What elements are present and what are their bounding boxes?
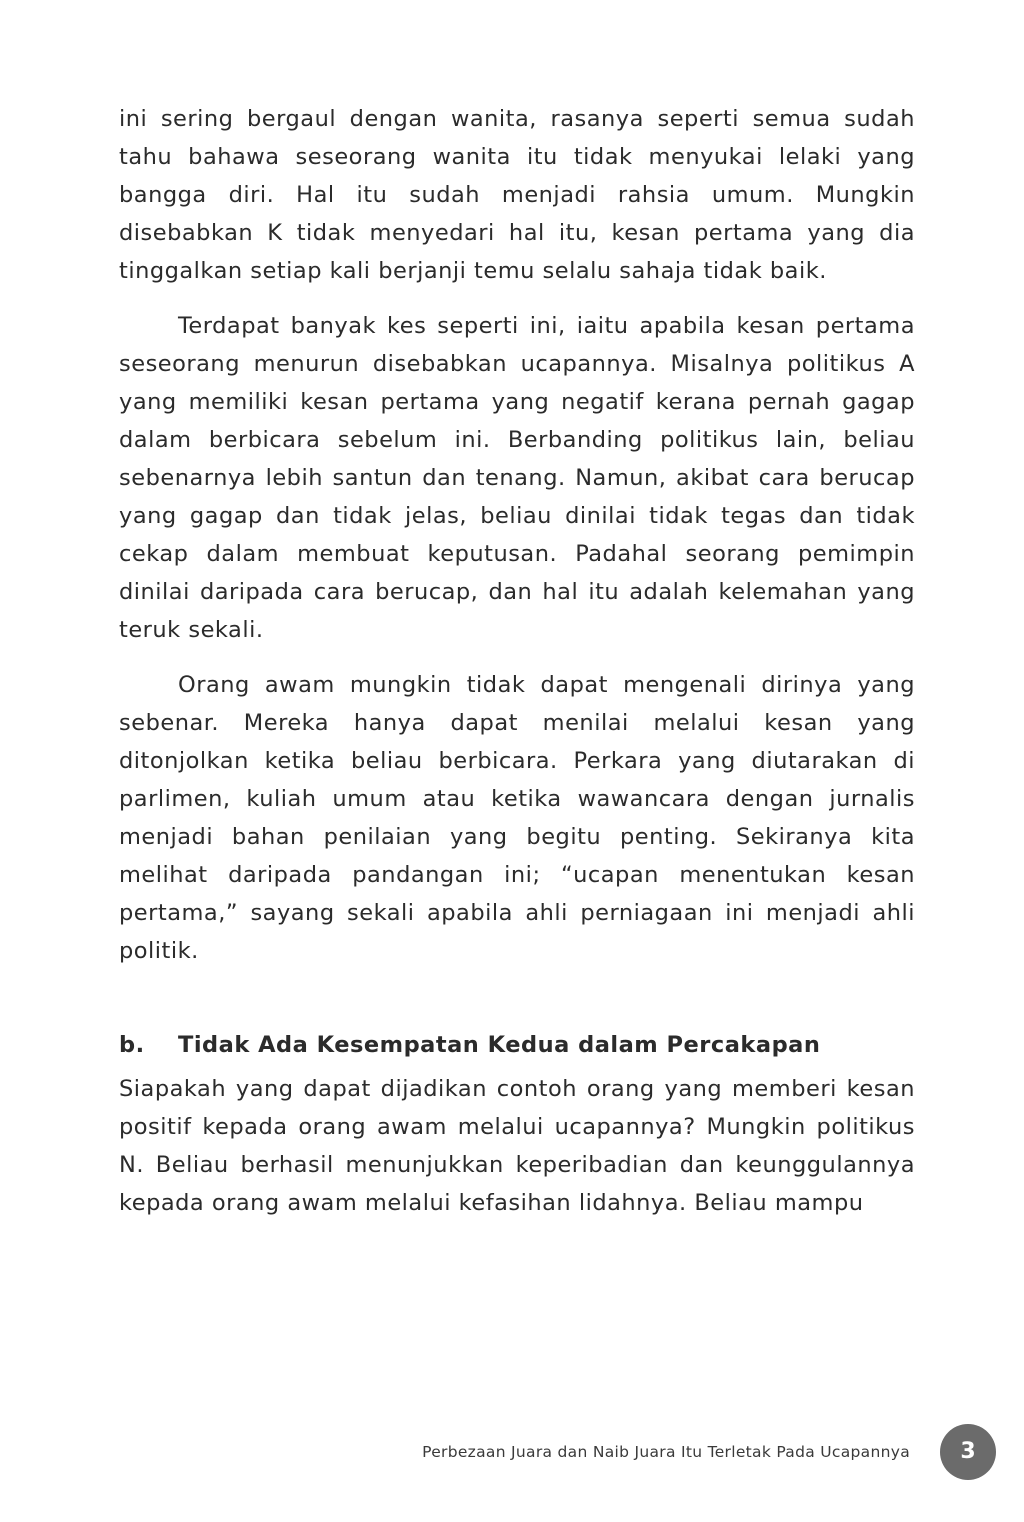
section-heading	[119, 1026, 915, 1064]
section-paragraph: Siapakah yang dapat dijadikan contoh orang yang memberi kesan positif kepada orang awam melalui ucapannya? Mungkin politikus N. Beliau berhasil menunjukkan keperibadian dan keunggulannya kepada orang awam melalui kefasihan lidahnya. Beliau mampu	[119, 1076, 915, 1216]
section-title: Tidak Ada Kesempatan Kedua dalam Percakapan	[178, 1032, 821, 1058]
section-marker: b.	[119, 1032, 145, 1058]
paragraph: Terdapat banyak kes seperti ini, iaitu apabila kesan pertama seseorang menurun disebabkan ucapannya. Misalnya politikus A yang memiliki kesan pertama yang negatif kerana pernah gagap dalam berbicara sebelum ini. Berbanding politikus lain, beliau sebenarnya lebih santun dan tenang. Namun, akibat cara berucap yang gagap dan tidak jelas, beliau dinilai tidak tegas dan tidak cekap dalam membuat keputusan. Padahal seorang pemimpin dinilai daripada cara berucap, dan hal itu adalah kelemahan yang teruk sekali.	[119, 313, 915, 643]
paragraph-continued: ini sering bergaul dengan wanita, rasanya seperti semua sudah tahu bahawa seseorang wanita itu tidak menyukai lelaki yang bangga diri. Hal itu sudah menjadi rahsia umum. Mungkin disebabkan K tidak menyedari hal itu, kesan pertama yang dia tinggalkan setiap kali berjanji temu selalu sahaja tidak baik.	[119, 106, 915, 284]
body-text	[119, 100, 915, 1239]
page-number-badge: 3	[940, 1424, 996, 1480]
paragraph: Orang awam mungkin tidak dapat mengenali dirinya yang sebenar. Mereka hanya dapat menilai melalui kesan yang ditonjolkan ketika beliau berbicara. Perkara yang diutarakan di parlimen, kuliah umum atau ketika wawancara dengan jurnalis menjadi bahan penilaian yang begitu penting. Sekiranya kita melihat daripada pandangan ini; “ucapan menentukan kesan pertama,” sayang sekali apabila ahli perniagaan ini menjadi ahli politik.	[119, 672, 915, 964]
running-footer-title: Perbezaan Juara dan Naib Juara Itu Terletak Pada Ucapannya	[422, 1443, 910, 1461]
